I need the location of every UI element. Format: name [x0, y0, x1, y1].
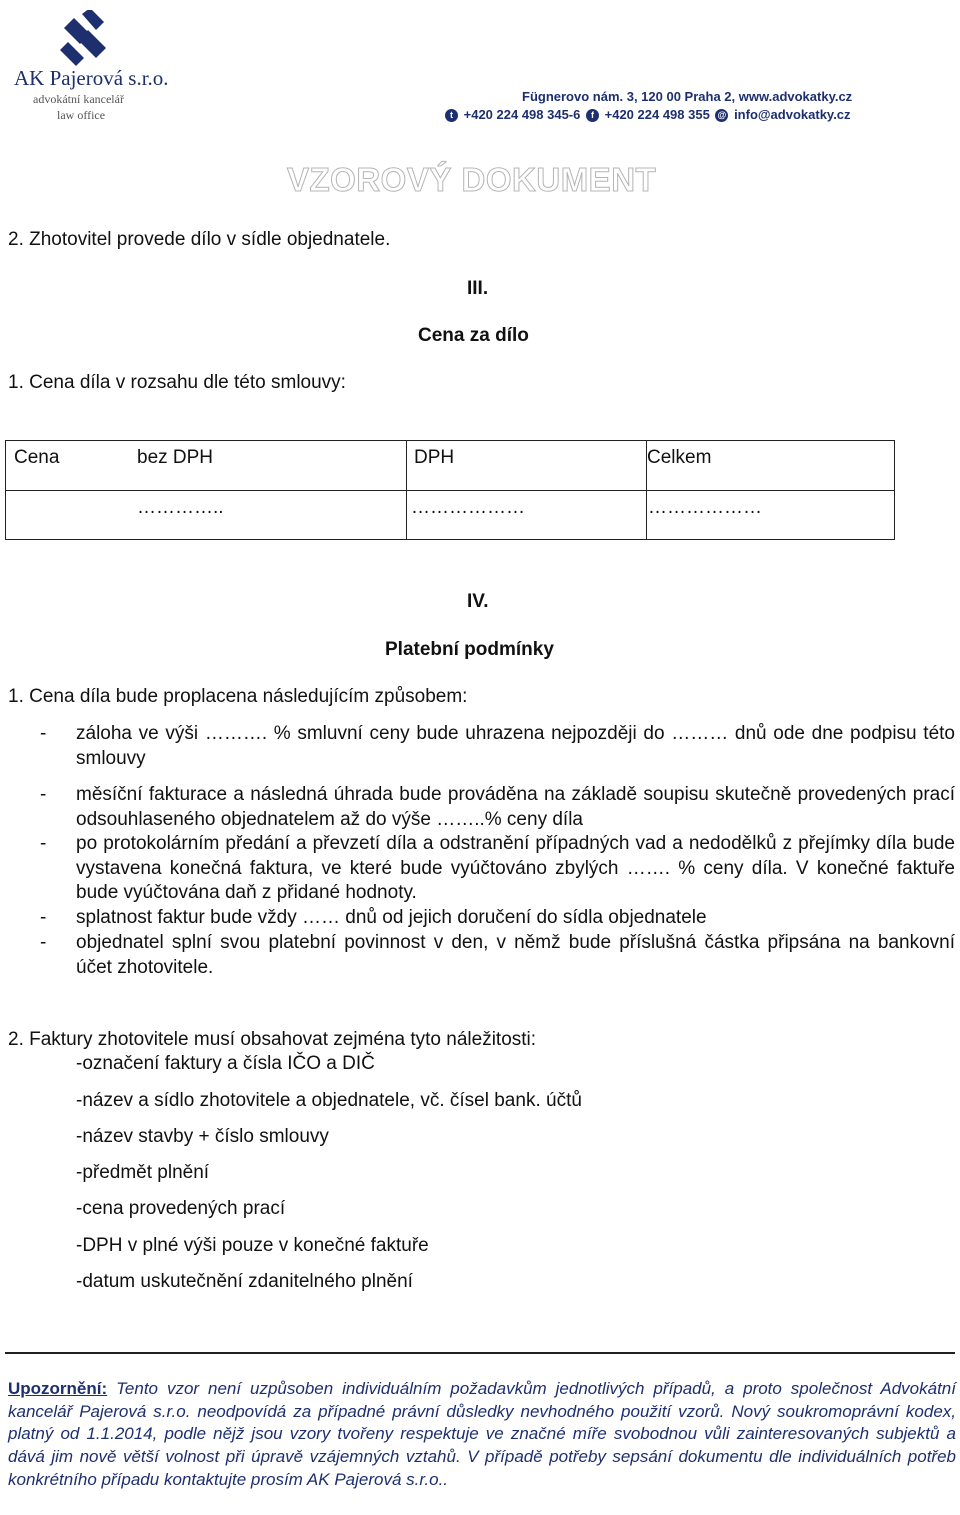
bullet-dash: - — [40, 833, 47, 854]
section4-number: IV. — [467, 591, 489, 612]
table-header: Celkem — [647, 447, 712, 468]
email: info@advokatky.cz — [734, 107, 851, 122]
section4-item2: 2. Faktury zhotovitele musí obsahovat zejména tyto náležitosti: — [8, 1029, 537, 1050]
bullet-dash: - — [40, 723, 47, 744]
price-table — [5, 440, 895, 540]
bullet-dash: - — [40, 907, 47, 928]
table-header: Cena — [14, 447, 60, 468]
invoice-requisite: -DPH v plné výši pouze v konečné faktuře — [76, 1235, 429, 1256]
contact-line — [443, 107, 851, 122]
section3-title: Cena za dílo — [418, 325, 529, 346]
invoice-requisite: -datum uskutečnění zdanitelného plnění — [76, 1271, 413, 1292]
disclaimer-label: Upozornění: — [8, 1379, 108, 1398]
table-header: bez DPH — [137, 447, 214, 468]
phone-icon: t — [445, 109, 458, 122]
email-icon: @ — [715, 109, 728, 122]
table-cell: ………….. — [137, 497, 224, 518]
bullet-dash: - — [40, 932, 47, 953]
section3-item1: 1. Cena díla v rozsahu dle této smlouvy: — [8, 372, 346, 393]
disclaimer-text: Tento vzor není uzpůsoben individuálním požadavkům jednotlivých případů, a proto společnost Advokátní kancelář Pajerová s.r.o. neodpovídá za případné právní důsledky nevhodného použití vzorů. Nový soukromoprávní kodex, platný od 1.1.2014, podle nějž jsou vzory tvořeny respektuje ve značné míře svobodnou vůli zainteresovaných subjektů a dává jim nově větší volnost při úpravě vzájemných vztahů. V případě potřeby sepsání dokumentu dle individuálních potřeb konkrétního případu kontaktujte prosím AK Pajerová s.r.o.. — [8, 1379, 956, 1489]
section3-number: III. — [467, 278, 489, 299]
company-subtitle-en: law office — [57, 108, 106, 122]
letterhead — [0, 0, 960, 140]
phone-1: +420 224 498 345-6 — [463, 107, 581, 122]
section4-title: Platební podmínky — [385, 639, 554, 660]
company-name: AK Pajerová s.r.o. — [14, 66, 169, 90]
invoice-requisite: -název stavby + číslo smlouvy — [76, 1126, 329, 1147]
section2-item2: 2. Zhotovitel provede dílo v sídle objednatele. — [8, 229, 391, 250]
table-cell: ……………… — [411, 497, 525, 518]
disclaimer — [8, 1378, 956, 1492]
table-cell: ……………… — [648, 497, 762, 518]
logo-icon — [56, 10, 112, 68]
payment-term: objednatel splní svou platební povinnost v den, v němž bude příslušná částka připsána na bankovní účet zhotovitele. — [76, 932, 955, 978]
invoice-requisite: -označení faktury a čísla IČO a DIČ — [76, 1053, 375, 1074]
payment-term: zálohа ve výši ………. % smluvní ceny bude uhrazena nejpozději do ……… dnů ode dne podpisu této smlouvy — [76, 723, 955, 769]
company-subtitle: advokátní kancelář — [33, 92, 124, 106]
table-header: DPH — [414, 447, 455, 468]
invoice-requisite: -název a sídlo zhotovitele a objednatele, vč. čísel bank. účtů — [76, 1090, 582, 1111]
payment-term: po protokolárním předání a převzetí díla a odstranění případných vad a nedodělků z přejímky díla bude vystavena konečná faktura, ve které bude vyúčtováno zbylých ……. % ceny díla. V konečné faktuře bude vyúčtována daň z přidané hodnoty. — [76, 833, 955, 903]
invoice-requisite: -cena provedených prací — [76, 1198, 286, 1219]
table-divider — [6, 490, 894, 491]
fax-icon: f — [586, 109, 599, 122]
section4-item1: 1. Cena díla bude proplacena následujícím způsobem: — [8, 686, 468, 707]
bullet-dash: - — [40, 784, 47, 805]
contact-address: Fügnerovo nám. 3, 120 00 Praha 2, www.advokatky.cz — [522, 89, 853, 104]
payment-term: měsíční fakturace a následná úhrada bude prováděna na základě soupisu skutečně provedených prací odsouhlaseného objednatelem až do výše ……..% ceny díla — [76, 784, 955, 830]
invoice-requisite: -předmět plnění — [76, 1162, 210, 1183]
payment-term: splatnost faktur bude vždy …… dnů od jejich doručení do sídla objednatele — [76, 907, 707, 928]
watermark: VZOROVÝ DOKUMENT — [287, 161, 657, 198]
phone-2: +420 224 498 355 — [604, 107, 710, 122]
footer-divider — [5, 1352, 955, 1354]
